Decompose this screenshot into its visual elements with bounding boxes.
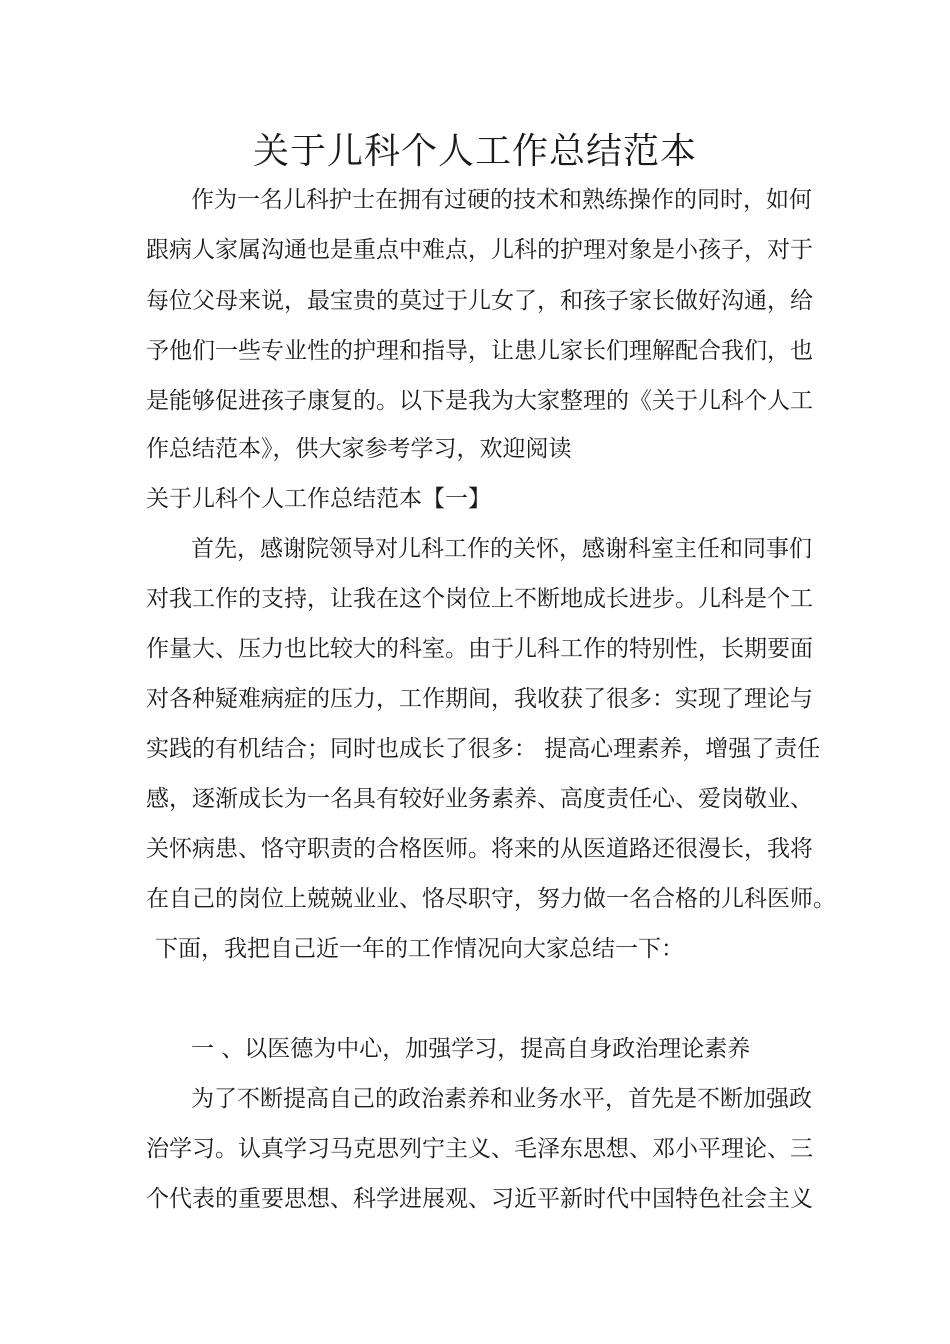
body-line: 个代表的重要思想、科学进展观、习近平新时代中国特色社会主义 xyxy=(146,1186,813,1212)
body-line: 关怀病患、恪守职责的合格医师。将来的从医道路还很漫长，我将 xyxy=(146,836,813,862)
body-line: 感，逐渐成长为一名具有较好业务素养、高度责任心、爱岗敬业、 xyxy=(146,786,813,812)
intro-line: 作总结范本》，供大家参考学习，欢迎阅读 xyxy=(146,436,572,462)
body-line: 作量大、压力也比较大的科室。由于儿科工作的特别性，长期要面 xyxy=(146,636,813,662)
intro-line: 作为一名儿科护士在拥有过硬的技术和熟练操作的同时，如何 xyxy=(191,187,812,213)
section-heading: 关于儿科个人工作总结范本【一】 xyxy=(146,486,491,512)
document-title: 关于儿科个人工作总结范本 xyxy=(252,131,697,172)
subsection-heading: 一 、以医德为中心，加强学习，提高自身政治理论素养 xyxy=(191,1036,751,1062)
body-line: 首先，感谢院领导对儿科工作的关怀，感谢科室主任和同事们 xyxy=(191,536,812,562)
body-line: 治学习。认真学习马克思列宁主义、毛泽东思想、邓小平理论、三 xyxy=(146,1136,813,1162)
body-line: 对我工作的支持，让我在这个岗位上不断地成长进步。儿科是个工 xyxy=(146,586,813,612)
body-line: 实践的有机结合；同时也成长了很多： 提高心理素养，增强了责任 xyxy=(146,736,821,762)
intro-line: 予他们一些专业性的护理和指导，让患儿家长们理解配合我们，也 xyxy=(146,338,813,364)
body-line: 下面，我把自己近一年的工作情况向大家总结一下： xyxy=(155,936,684,962)
body-line: 对各种疑难病症的压力，工作期间，我收获了很多：实现了理论与 xyxy=(146,686,813,712)
intro-line: 是能够促进孩子康复的。以下是我为大家整理的《关于儿科个人工 xyxy=(146,388,813,414)
intro-line: 每位父母来说，最宝贵的莫过于儿女了，和孩子家长做好沟通，给 xyxy=(146,288,813,314)
body-line: 在自己的岗位上兢兢业业、恪尽职守，努力做一名合格的儿科医师。 xyxy=(146,886,836,912)
intro-line: 跟病人家属沟通也是重点中难点，儿科的护理对象是小孩子，对于 xyxy=(146,237,813,263)
body-line: 为了不断提高自己的政治素养和业务水平，首先是不断加强政 xyxy=(191,1086,812,1112)
